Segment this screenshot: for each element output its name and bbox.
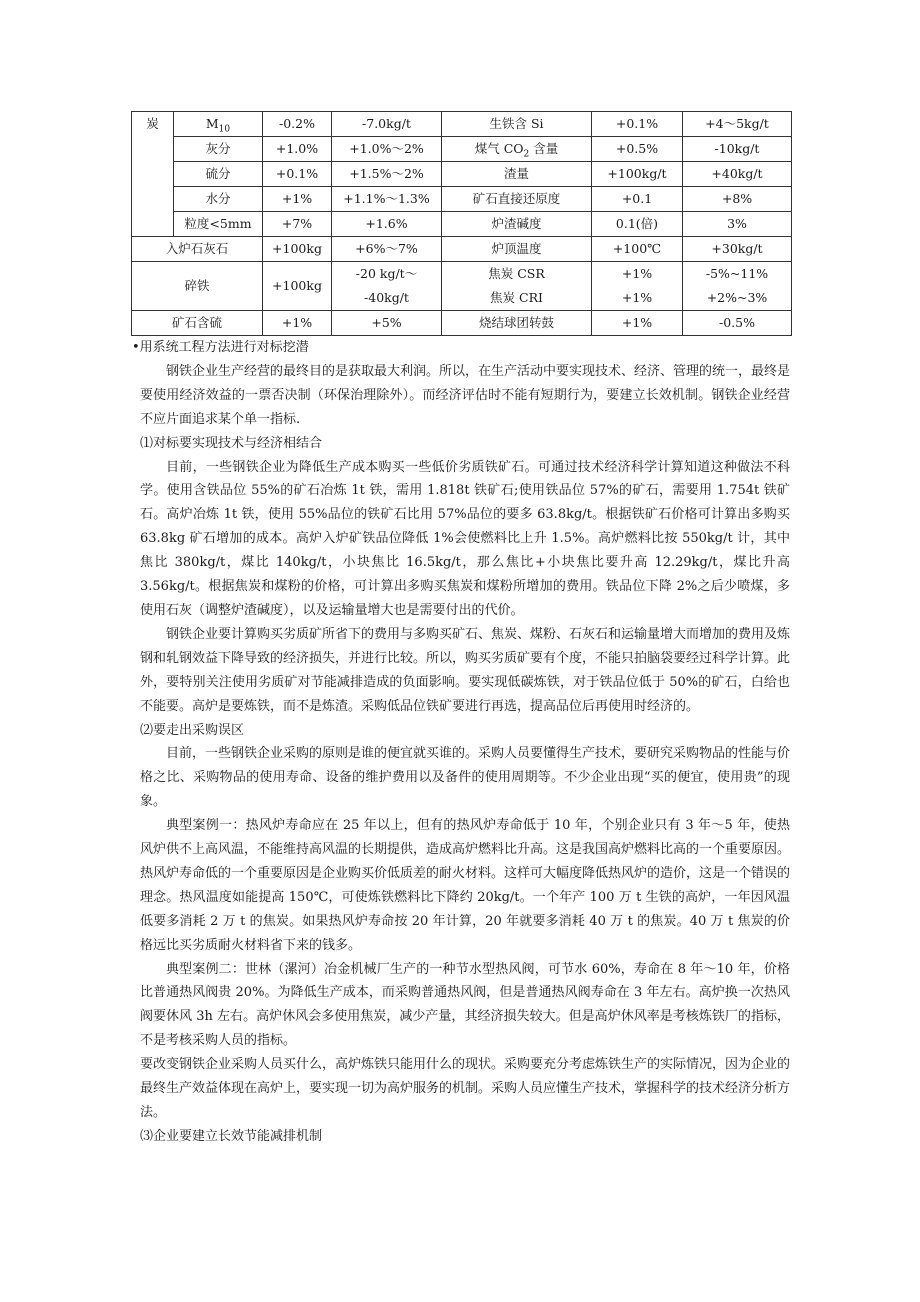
table-cell: 粒度<5mm [174,212,263,237]
table-cell: +40kg/t [683,162,792,187]
table-row [132,162,792,187]
table-cell: +1% [592,311,683,336]
table-cell: +100kg/t [592,162,683,187]
table-cell: +0.1% [592,112,683,137]
table-cell: -0.2% [263,112,332,137]
table-cell: +7% [263,212,332,237]
table-cell: 焦炭 CSR 焦炭 CRI [442,262,592,311]
table-cell: +1% +1% [592,262,683,311]
section-heading: •用系统工程方法进行对标挖潜 [132,340,309,355]
table-cell: 生铁含 Si [442,112,592,137]
table-cell: 烧结球团转鼓 [442,311,592,336]
table-cell: +1.5%～2% [332,162,442,187]
table-cell: 0.1(倍) [592,212,683,237]
paragraph: 钢铁企业生产经营的最终目的是获取最大利润。所以，在生产活动中要实现技术、经济、管理的统一，最终是要使用经济效益的一票否决制（环保治理除外）。而经济评估时不能有短期行为，要建立长效机制。钢铁企业经营不应片面追求某个单一指标. [140,363,791,427]
table-row [132,237,792,262]
table-cell: 炉渣碱度 [442,212,592,237]
table-cell: +0.1 [592,187,683,212]
table-cell: +8% [683,187,792,212]
table-cell: +100kg [263,262,332,311]
table-cell: -7.0kg/t [332,112,442,137]
table-cell: -10kg/t [683,137,792,162]
paragraph: 典型案例二：世林（漯河）冶金机械厂生产的一种节水型热风阀，可节水 60%，寿命在 8 年～10 年，价格比普通热风阀贵 20%。为降低生产成本，而采购普通热风阀，但是普通热风阀寿命在 3 年左右。高炉换一次热风阀要休风 3h 左右。高炉休风会多使用焦炭，减少产量，其经济损失较大。但是高炉休风率是考核炼铁厂的指标，不是考核采购人员的指标。 [140,961,790,1049]
table-cell: +1% [263,311,332,336]
table-cell: 水分 [174,187,263,212]
table-cell: +1% [263,187,332,212]
table-cell: +6%～7% [332,237,442,262]
table-cell: +100kg [263,237,332,262]
table-row [132,262,792,311]
table-cell: +0.1% [263,162,332,187]
table-cell: -0.5% [683,311,792,336]
paragraph: 典型案例一：热风炉寿命应在 25 年以上，但有的热风炉寿命低于 10 年，个别企业只有 3 年～5 年，使热风炉供不上高风温，不能维持高风温的长期提供，造成高炉燃料比升高。这是我国高炉燃料比高的一个重要原因。热风炉寿命低的一个重要原因是企业购买价低质差的耐火材料。这样可大幅度降低热风炉的造价，这是一个错误的理念。热风温度如能提高 150℃，可使炼铁燃料比下降约 20kg/t。一个年产 100 万 t 生铁的高炉，一年因风温低要多消耗 2 万 t 的焦炭。如果热风炉寿命按 20 年计算，20 年就要多消耗 40 万 t 的焦炭。40 万 t 焦炭的价格远比买劣质耐火材料省下来的钱多。 [140,818,791,953]
subheading: ⑴对标要实现技术与经济相结合 [140,435,323,451]
table-cell: -20 kg/t～ -40kg/t [332,262,442,311]
table-cell: -5%~11% +2%~3% [683,262,792,311]
table-cell: 硫分 [174,162,263,187]
table-cell: +1.6% [332,212,442,237]
table-cell: 渣量 [442,162,592,187]
table-cell: 碎铁 [132,262,263,311]
paragraph: 要改变钢铁企业采购人员买什么，高炉炼铁只能用什么的现状。采购要充分考虑炼铁生产的实际情况，因为企业的最终生产效益体现在高炉上，要实现一切为高炉服务的机制。采购人员应懂生产技术，掌握科学的技术经济分析方法。 [140,1057,791,1120]
body-text [132,336,791,1149]
table-cell: 煤气 $CO_2$ 含量 [442,137,592,162]
table-row [132,112,792,137]
table-cell: $M_{10}$ [174,112,263,137]
coke-group-label: 炭 [132,112,174,237]
table-cell: +1.1%～1.3% [332,187,442,212]
subheading: ⑶企业要建立长效节能减排机制 [140,1128,323,1144]
table-cell: +0.5% [592,137,683,162]
table-cell: +4～5kg/t [683,112,792,137]
table-cell: +100℃ [592,237,683,262]
table-cell: +5% [332,311,442,336]
table-row [132,187,792,212]
table-cell: +1.0%～2% [332,137,442,162]
table-cell: 3% [683,212,792,237]
table-cell: 矿石含硫 [132,311,263,336]
coefficient-table [131,111,792,336]
paragraph: 目前，一些钢铁企业为降低生产成本购买一些低价劣质铁矿石。可通过技术经济科学计算知道这种做法不科学。使用含铁品位 55%的矿石冶炼 1t 铁，需用 1.818t 铁矿石;使用铁品位 57%的矿石，需要用 1.754t 铁矿石。高炉冶炼 1t 铁，使用 55%品位的铁矿石比用 57%品位的要多 63.8kg/t。根据铁矿石价格可计算出多购买 63.8kg 矿石增加的成本。高炉入炉矿铁品位降低 1%会使燃料比上升 1.5%。高炉燃料比按 550kg/t 计，其中焦比 380kg/t，煤比 140kg/t，小块焦比 16.5kg/t，那么焦比+小块焦比要升高 12.29kg/t，煤比升高 3.56kg/t。根据焦炭和煤粉的价格，可计算出多购买焦炭和煤粉所增加的费用。铁品位下降 2%之后少喷煤，多使用石灰（调整炉渣碱度），以及运输量增大也是需要付出的代价。 [140,459,790,618]
table-cell: 入炉石灰石 [132,237,263,262]
paragraph: 目前，一些钢铁企业采购的原则是谁的便宜就买谁的。采购人员要懂得生产技术，要研究采购物品的性能与价格之比、采购物品的使用寿命、设备的维护费用以及备件的使用周期等。不少企业出现“买的便宜，使用贵”的现象。 [140,746,791,810]
table-cell: +1.0% [263,137,332,162]
table-row [132,311,792,336]
table-cell: 矿石直接还原度 [442,187,592,212]
table-cell: 灰分 [174,137,263,162]
table-cell: 炉顶温度 [442,237,592,262]
table-cell: +30kg/t [683,237,792,262]
paragraph: 钢铁企业要计算购买劣质矿所省下的费用与多购买矿石、焦炭、煤粉、石灰石和运输量增大而增加的费用及炼钢和轧钢效益下降导致的经济损失，并进行比较。所以，购买劣质矿要有个度，不能只拍脑袋要经过科学计算。此外，要特别关注使用劣质矿对节能减排造成的负面影响。要实现低碳炼铁，对于铁品位低于 50%的矿石，白给也不能要。高炉是要炼铁，而不是炼渣。采购低品位铁矿要进行再选，提高品位后再使用时经济的。 [140,626,791,714]
table-row [132,137,792,162]
subheading: ⑵要走出采购误区 [140,722,245,738]
table-row [132,212,792,237]
